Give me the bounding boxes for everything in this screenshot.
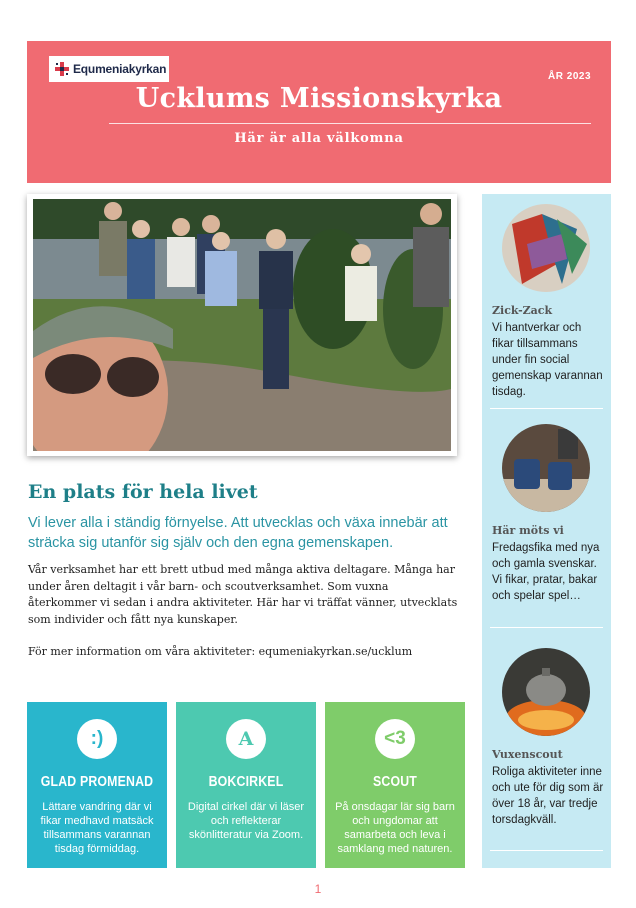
sidebar-title: Vuxenscout [492, 748, 563, 761]
card-description: På onsdagar lär sig barn och ungdomar att samarbeta och leva i samklang med naturen. [335, 801, 455, 855]
fabric-photo [502, 204, 590, 292]
sidebar [482, 194, 611, 868]
sidebar-text: Fredagsfika med nya och gamla svenskar. Vi fikar, pratar, bakar och spelar spel… [492, 542, 600, 602]
body-paragraph: Vår verksamhet har ett brett utbud med många aktiva deltagare. Många har under åren deltagit i vår barn- och scoutverksamhet. Som vuxna återkommer vi sedan i andra aktiviteter. Här har vi träffat vänner, utvecklats som individer och fått nya kunskaper. [28, 563, 458, 626]
lead-paragraph: Vi lever alla i ständig förnyelse. Att utvecklas och växa innebär att sträcka sig utanför sig själv och den egna gemenskapen. [28, 515, 448, 551]
card-description: Lättare vandring där vi fikar medhavd matsäck tillsammans varannan tisdag förmiddag. [40, 801, 154, 855]
cross-logo-icon [55, 62, 69, 76]
card-title: SCOUT [373, 774, 417, 790]
card-bokcirkel[interactable] [176, 702, 316, 868]
card-description: Digital cirkel där vi läser och reflekterar skönlitteratur via Zoom. [187, 801, 305, 841]
logo-text: Equmeniakyrkan [73, 62, 167, 76]
sidebar-divider [490, 627, 603, 628]
smiley-icon: :) [77, 719, 117, 759]
page-title: Ucklums Missionskyrka [135, 83, 503, 114]
more-info-link[interactable]: För mer information om våra aktiviteter: equmeniakyrkan.se/ucklum [28, 645, 413, 658]
equmeniakyrkan-logo[interactable] [49, 56, 169, 82]
sidebar-text: Roliga aktiviteter inne och ute för dig som är över 18 år, var tredje torsdagkväll. [492, 766, 604, 826]
sidebar-title: Här möts vi [492, 524, 564, 537]
group-photo [27, 194, 457, 456]
letter-a-icon: A [226, 719, 266, 759]
card-glad-promenad[interactable] [27, 702, 167, 868]
header-banner [27, 41, 611, 183]
card-title: BOKCIRKEL [208, 774, 284, 790]
sidebar-title: Zick-Zack [492, 304, 553, 317]
sidebar-divider [490, 408, 603, 409]
main-heading: En plats för hela livet [28, 481, 258, 503]
coffee-cups-photo [502, 424, 590, 512]
year-label: ÅR 2023 [548, 71, 591, 82]
page-subtitle: Här är alla välkomna [234, 131, 404, 146]
card-scout[interactable] [325, 702, 465, 868]
card-title: GLAD PROMENAD [40, 774, 154, 790]
sidebar-divider [490, 850, 603, 851]
heart-icon: <3 [375, 719, 415, 759]
page-number: 1 [314, 882, 322, 896]
header-divider [109, 123, 591, 124]
campfire-kettle-photo [502, 648, 590, 736]
sidebar-text: Vi hantverkar och fikar tillsammans under fin social gemenskap varannan tisdag. [492, 322, 603, 398]
